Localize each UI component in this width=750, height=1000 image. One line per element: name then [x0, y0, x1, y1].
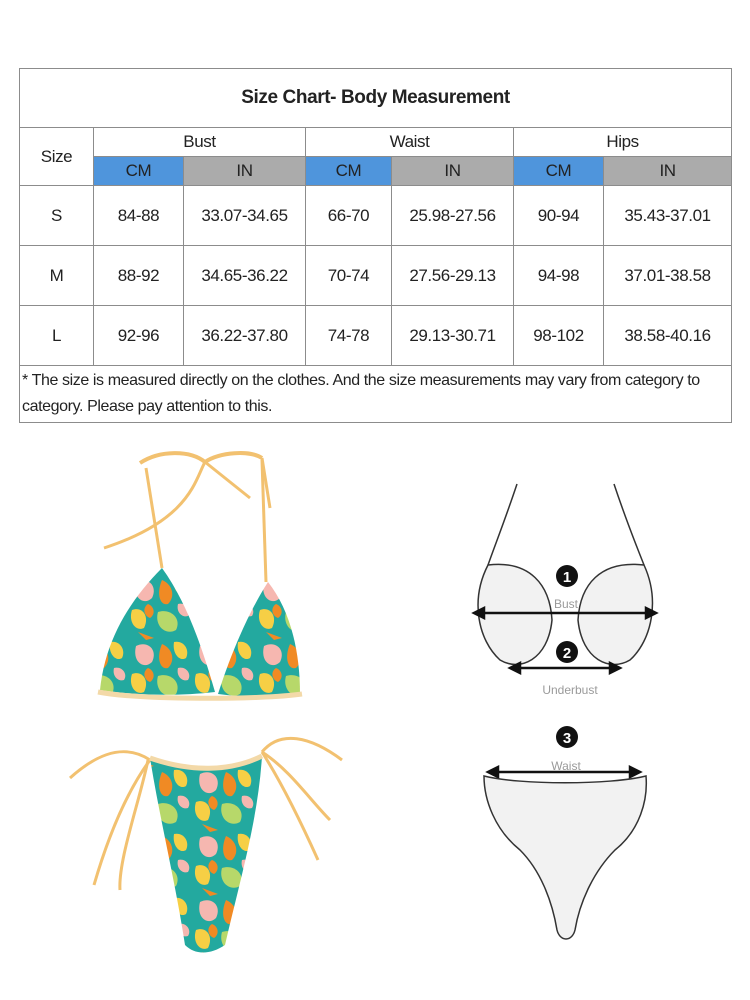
- table-cell: 90-94: [514, 186, 604, 246]
- size-note: * The size is measured directly on the clothes. And the size measurements may vary from category to category. Please pay attention to this.: [20, 366, 732, 423]
- table-cell: 36.22-37.80: [184, 306, 306, 366]
- waist-header: Waist: [306, 128, 514, 157]
- svg-text:3: 3: [562, 730, 572, 747]
- table-cell: 98-102: [514, 306, 604, 366]
- table-row: [20, 186, 732, 246]
- hips-in-header: IN: [604, 157, 732, 186]
- marker-1: [556, 565, 578, 587]
- hips-header: Hips: [514, 128, 732, 157]
- table-cell: 88-92: [94, 246, 184, 306]
- table-row: [20, 306, 732, 366]
- svg-text:1: 1: [562, 569, 572, 586]
- size-chart-table: [19, 68, 732, 423]
- marker-2: [556, 641, 578, 663]
- table-cell: 66-70: [306, 186, 392, 246]
- bikini-top-photo: [98, 453, 302, 698]
- svg-text:2: 2: [562, 645, 572, 662]
- table-cell: 70-74: [306, 246, 392, 306]
- table-cell: 38.58-40.16: [604, 306, 732, 366]
- bust-cm-header: CM: [94, 157, 184, 186]
- table-cell: 33.07-34.65: [184, 186, 306, 246]
- bust-label: Bust: [553, 597, 579, 611]
- marker-3: [556, 726, 578, 748]
- table-cell: 37.01-38.58: [604, 246, 732, 306]
- bikini-bottom-photo: [70, 738, 342, 952]
- briefs-diagram: [484, 776, 646, 939]
- table-cell: 84-88: [94, 186, 184, 246]
- hips-cm-header: CM: [514, 157, 604, 186]
- table-cell: 92-96: [94, 306, 184, 366]
- table-cell: 27.56-29.13: [392, 246, 514, 306]
- size-cell: S: [20, 186, 94, 246]
- product-figures: [0, 440, 750, 1000]
- size-cell: M: [20, 246, 94, 306]
- table-cell: 74-78: [306, 306, 392, 366]
- waist-label: Waist: [551, 759, 581, 773]
- size-cell: L: [20, 306, 94, 366]
- table-cell: 94-98: [514, 246, 604, 306]
- table-cell: 29.13-30.71: [392, 306, 514, 366]
- underbust-label: Underbust: [542, 683, 598, 697]
- size-chart-title: Size Chart- Body Measurement: [20, 69, 732, 128]
- table-cell: 25.98-27.56: [392, 186, 514, 246]
- bust-header: Bust: [94, 128, 306, 157]
- size-header: Size: [20, 128, 94, 186]
- waist-cm-header: CM: [306, 157, 392, 186]
- table-cell: 34.65-36.22: [184, 246, 306, 306]
- bust-in-header: IN: [184, 157, 306, 186]
- table-cell: 35.43-37.01: [604, 186, 732, 246]
- waist-in-header: IN: [392, 157, 514, 186]
- table-row: [20, 246, 732, 306]
